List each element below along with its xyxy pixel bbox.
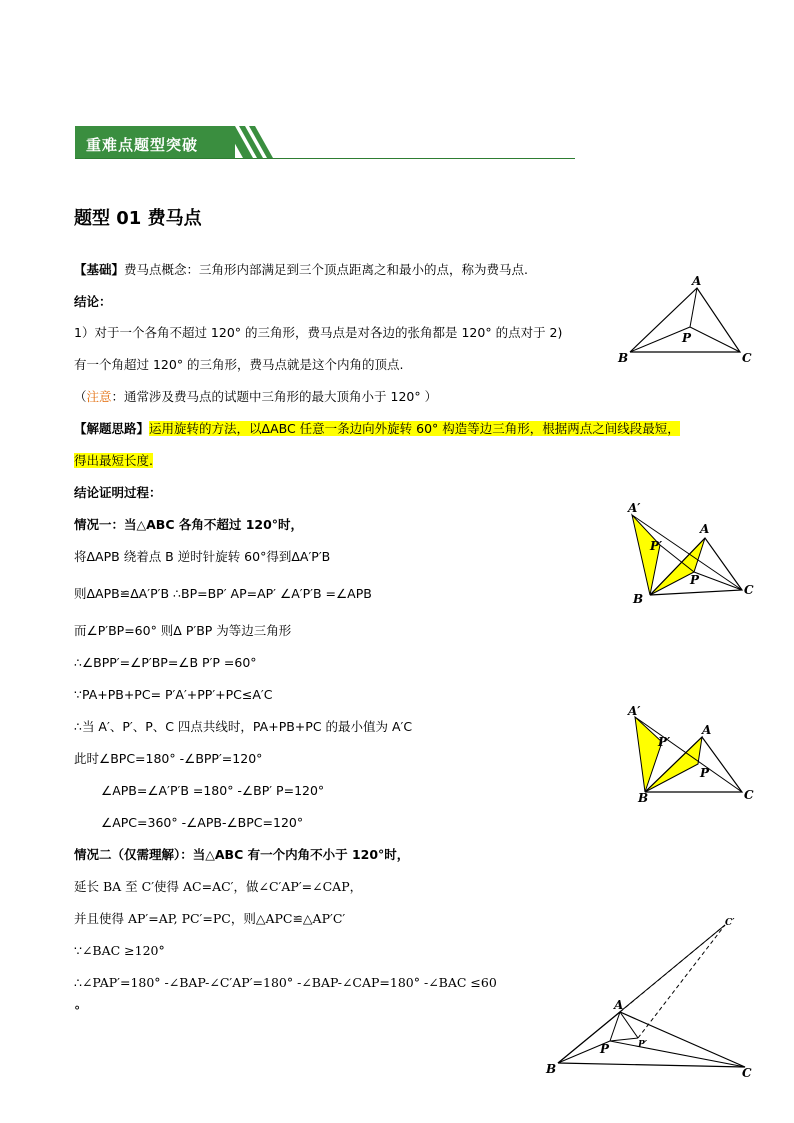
conclusion-1: 1）对于一个各角不超过 120° 的三角形，费马点是对各边的张角都是 120° 的点对于 2) <box>74 325 563 340</box>
figure-fermat-basic <box>610 270 760 370</box>
proof-line: ∴当 A′、P′、P、C 四点共线时，PA+PB+PC 的最小值为 A′C <box>74 719 413 734</box>
banner-stripes <box>225 126 275 159</box>
figure-obtuse-case <box>540 915 752 1080</box>
label-c: C <box>744 788 754 802</box>
label-p: P <box>690 573 700 587</box>
proof-line: ° <box>74 1003 81 1018</box>
basis-line <box>74 262 528 278</box>
proof-line: 将ΔAPB 绕着点 B 逆时针旋转 60°得到ΔA′P′B <box>74 549 331 564</box>
label-p1: P′ <box>658 735 671 749</box>
label-b: B <box>618 351 629 365</box>
segment-pb <box>630 327 690 352</box>
label-p1: P′ <box>638 1040 648 1050</box>
approach-tag: 【解题思路】 <box>74 421 150 436</box>
proof-line: 而∠P′BP=60° 则Δ P′BP 为等边三角形 <box>74 623 292 638</box>
approach-line-1 <box>74 421 680 437</box>
section-title: 重难点题型突破 <box>86 136 199 154</box>
label-a: A <box>692 274 702 288</box>
proof-line: ∴∠BPP′=∠P′BP=∠B P′P =60° <box>74 655 257 670</box>
label-b: B <box>546 1062 557 1076</box>
label-c: C <box>742 1066 752 1080</box>
proof-line-indent: ∠APC=360° -∠APB-∠BPC=120° <box>101 815 304 830</box>
basis-tag: 【基础】 <box>74 262 125 277</box>
basis-text: 费马点概念：三角形内部满足到三个顶点距离之和最小的点，称为费马点. <box>124 262 528 277</box>
label-a: A <box>702 723 712 737</box>
conclusion-2: 有一个角超过 120° 的三角形，费马点就是这个内角的顶点. <box>74 357 404 372</box>
proof-line: 此时∠BPC=180° -∠BPP′=120° <box>74 751 263 766</box>
label-a1: A′ <box>628 501 641 515</box>
figure-rotation-2 <box>620 702 770 807</box>
proof-line: 并且使得 AP′=AP, PC′=PC，则△APC≌△AP′C′ <box>74 911 346 926</box>
note-line <box>74 389 437 405</box>
segment-pp1 <box>610 1038 638 1041</box>
proof-line: ∴∠PAP′=180° -∠BAP-∠C′AP′=180° -∠BAP-∠CAP=180° -∠BAC ≤60 <box>74 975 497 990</box>
label-p: P <box>682 331 692 345</box>
segment-pc <box>694 572 742 590</box>
label-p: P <box>700 766 710 780</box>
label-c: C <box>742 351 752 365</box>
proof-label: 结论证明过程： <box>74 485 162 500</box>
label-p: P <box>600 1042 610 1056</box>
approach-text-2: 得出最短长度. <box>74 453 153 468</box>
banner-underline <box>75 158 575 159</box>
proof-line: ∵PA+PB+PC= P′A′+PP′+PC≤A′C <box>74 687 273 702</box>
proof-line: 延长 BA 至 C′使得 AC=AC′，做∠C′AP′=∠CAP， <box>74 879 363 894</box>
segment-p1c1-dashed <box>638 925 725 1038</box>
case1-title: 情况一：当△ABC 各角不超过 120°时， <box>74 517 304 532</box>
approach-line-2 <box>74 453 153 469</box>
label-b: B <box>638 791 649 805</box>
proof-line: 则ΔAPB≌ΔA′P′B ∴BP=BP′ AP=AP′ ∠A′P′B =∠APB <box>74 586 372 601</box>
label-a: A <box>700 522 710 536</box>
label-a: A <box>614 998 624 1012</box>
conclusion-label: 结论： <box>74 294 112 309</box>
label-b: B <box>633 592 644 606</box>
label-p1: P′ <box>650 539 663 553</box>
note-tag: 注意 <box>86 389 112 404</box>
label-c: C <box>744 583 754 597</box>
approach-text-1: 运用旋转的方法，以ΔABC 任意一条边向外旋转 60° 构造等边三角形，根据两点之间线段最短， <box>149 421 680 436</box>
label-c1: C′ <box>725 918 735 928</box>
note-open: （ <box>74 389 87 404</box>
case2-title: 情况二（仅需理解）：当△ABC 有一个内角不小于 120°时， <box>74 847 410 862</box>
label-a1: A′ <box>628 704 641 718</box>
segment-pc <box>610 1041 745 1067</box>
segment-pc <box>690 327 740 352</box>
proof-line-indent: ∠APB=∠A′P′B =180° -∠BP′ P=120° <box>101 783 325 798</box>
topic-title: 题型 01 费马点 <box>74 208 202 229</box>
proof-line: ∵∠BAC ≥120° <box>74 943 165 958</box>
figure-rotation-1 <box>620 500 770 605</box>
triangle-a1p1b <box>632 515 660 595</box>
note-text: ：通常涉及费马点的试题中三角形的最大顶角小于 120° ） <box>111 389 438 404</box>
